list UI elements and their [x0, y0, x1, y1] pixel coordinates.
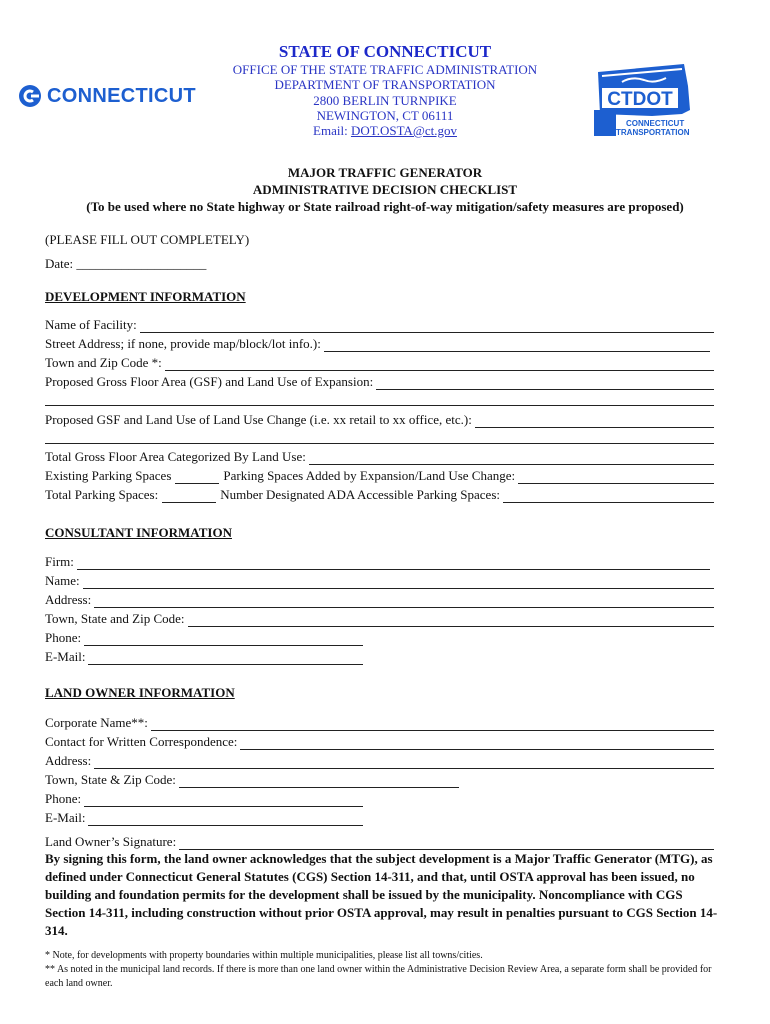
gsf-change-field[interactable] — [45, 412, 714, 428]
form-title: MAJOR TRAFFIC GENERATOR — [287, 165, 483, 180]
email-link[interactable]: DOT.OSTA@ct.gov — [350, 123, 457, 138]
total-parking-line[interactable] — [162, 490, 216, 503]
street-address-line[interactable] — [324, 339, 710, 352]
consultant-email-field[interactable] — [45, 649, 363, 665]
consultant-email-line[interactable] — [88, 652, 363, 665]
owner-email-label: E-Mail: — [45, 810, 86, 825]
form-scope: (To be used where no State highway or State railroad right-of-way mitigation/safety measures are proposed) — [86, 199, 684, 214]
existing-parking-line[interactable] — [175, 471, 219, 484]
consultant-phone-label: Phone: — [45, 630, 82, 645]
consultant-name-field[interactable] — [45, 573, 714, 589]
firm-field[interactable] — [45, 554, 710, 570]
connecticut-logo — [18, 80, 196, 112]
form-subtitle: ADMINISTRATIVE DECISION CHECKLIST — [252, 182, 518, 197]
existing-parking-label: Existing Parking Spaces — [45, 468, 172, 483]
parking-row[interactable] — [45, 468, 714, 484]
owner-town-field[interactable] — [45, 772, 459, 788]
total-parking-row[interactable] — [45, 487, 714, 503]
owner-phone-label: Phone: — [45, 791, 82, 806]
total-gfa-label: Total Gross Floor Area Categorized By Land Use: — [45, 449, 306, 464]
parking-added-line[interactable] — [518, 471, 714, 484]
footnote-1: * Note, for developments with property boundaries within multiple municipalities, please list all towns/cities. — [45, 950, 483, 961]
owner-town-label: Town, State & Zip Code: — [45, 772, 176, 787]
consultant-name-label: Name: — [45, 573, 80, 588]
consultant-town-line[interactable] — [188, 614, 714, 627]
consultant-address-field[interactable] — [45, 592, 714, 608]
consultant-phone-line[interactable] — [84, 633, 363, 646]
owner-phone-line[interactable] — [84, 794, 363, 807]
ctdot-logo-main: CTDOT — [607, 89, 673, 110]
facility-name-field[interactable] — [45, 317, 714, 333]
owner-phone-field[interactable] — [45, 791, 363, 807]
facility-name-line[interactable] — [140, 320, 714, 333]
gsf-land-use-label: Proposed Gross Floor Area (GSF) and Land Use of Expansion: — [45, 374, 374, 389]
acknowledgement-text: By signing this form, the land owner acknowledges that the subject development is a Major Traffic Generator (MTG), as defined under Connecticut General Statutes (CGS) Section 14-311, and that, until OSTA approval has been issued, no building and foundation permits for the development shall be issued by the municipality. Noncompliance with CGS Section 14-311, including construction without prior OSTA approval, may result in penalties pursuant to CGS Section 14-314. — [45, 851, 718, 938]
ada-parking-label: Number Designated ADA Accessible Parking Spaces: — [220, 487, 500, 502]
consultant-town-label: Town, State and Zip Code: — [45, 611, 185, 626]
date-field[interactable]: Date: ____________________ — [45, 256, 207, 271]
city-address: NEWINGTON, CT 06111 — [316, 108, 454, 123]
ctdot-logo-sub2: TRANSPORTATION — [616, 128, 690, 137]
contact-label: Contact for Written Correspondence: — [45, 734, 238, 749]
street-address-label: Street Address; if none, provide map/block/lot info.): — [45, 336, 321, 351]
corporate-name-field[interactable] — [45, 715, 714, 731]
connecticut-logo-icon — [18, 84, 42, 108]
contact-field[interactable] — [45, 734, 714, 750]
owner-signature-field[interactable] — [45, 834, 714, 850]
total-parking-label: Total Parking Spaces: — [45, 487, 159, 502]
land-owner-heading: LAND OWNER INFORMATION — [45, 685, 235, 700]
owner-address-line[interactable] — [94, 756, 714, 769]
total-gfa-field[interactable] — [45, 449, 714, 465]
consultant-address-line[interactable] — [94, 595, 714, 608]
gsf-change-line-2[interactable] — [45, 442, 714, 444]
state-title: STATE OF CONNECTICUT — [278, 42, 492, 61]
town-zip-field[interactable] — [45, 355, 714, 371]
email-label: Email: — [313, 123, 351, 138]
connecticut-logo-text: CONNECTICUT — [47, 84, 196, 107]
consultant-phone-field[interactable] — [45, 630, 363, 646]
development-heading: DEVELOPMENT INFORMATION — [45, 289, 246, 304]
total-gfa-line[interactable] — [309, 452, 714, 465]
street-address-field[interactable] — [45, 336, 710, 352]
consultant-email-label: E-Mail: — [45, 649, 86, 664]
owner-signature-line[interactable] — [179, 837, 714, 850]
footnote-2: ** As noted in the municipal land records. If there is more than one land owner within the Administrative Decision Review Area, a separate form shall be provided for each land owner. — [45, 964, 712, 989]
consultant-address-label: Address: — [45, 592, 92, 607]
owner-address-label: Address: — [45, 753, 92, 768]
ctdot-logo — [592, 60, 696, 140]
gsf-land-use-field[interactable] — [45, 374, 714, 390]
gsf-land-use-line[interactable] — [376, 377, 714, 390]
contact-line[interactable] — [240, 737, 714, 750]
gsf-change-label: Proposed GSF and Land Use of Land Use Change (i.e. xx retail to xx office, etc.): — [45, 412, 472, 427]
gsf-land-use-line-2[interactable] — [45, 404, 714, 406]
consultant-heading: CONSULTANT INFORMATION — [45, 525, 232, 540]
town-zip-line[interactable] — [165, 358, 714, 371]
owner-email-field[interactable] — [45, 810, 363, 826]
department-name: DEPARTMENT OF TRANSPORTATION — [274, 77, 496, 92]
fill-out-instruction: (PLEASE FILL OUT COMPLETELY) — [45, 232, 250, 247]
corporate-name-line[interactable] — [151, 718, 714, 731]
consultant-town-field[interactable] — [45, 611, 714, 627]
ctdot-logo-icon — [592, 60, 696, 140]
town-zip-label: Town and Zip Code *: — [45, 355, 162, 370]
ada-parking-line[interactable] — [503, 490, 714, 503]
consultant-name-line[interactable] — [83, 576, 714, 589]
owner-signature-label: Land Owner’s Signature: — [45, 834, 177, 849]
firm-label: Firm: — [45, 554, 74, 569]
ctdot-logo-sub1: CONNECTICUT — [626, 119, 685, 128]
owner-town-line[interactable] — [179, 775, 459, 788]
street-address: 2800 BERLIN TURNPIKE — [313, 93, 457, 108]
corporate-name-label: Corporate Name**: — [45, 715, 148, 730]
firm-line[interactable] — [77, 557, 710, 570]
facility-name-label: Name of Facility: — [45, 317, 137, 332]
gsf-change-line[interactable] — [475, 415, 714, 428]
office-name: OFFICE OF THE STATE TRAFFIC ADMINISTRATION — [232, 62, 538, 77]
owner-email-line[interactable] — [88, 813, 363, 826]
owner-address-field[interactable] — [45, 753, 714, 769]
parking-added-label: Parking Spaces Added by Expansion/Land Use Change: — [223, 468, 516, 483]
